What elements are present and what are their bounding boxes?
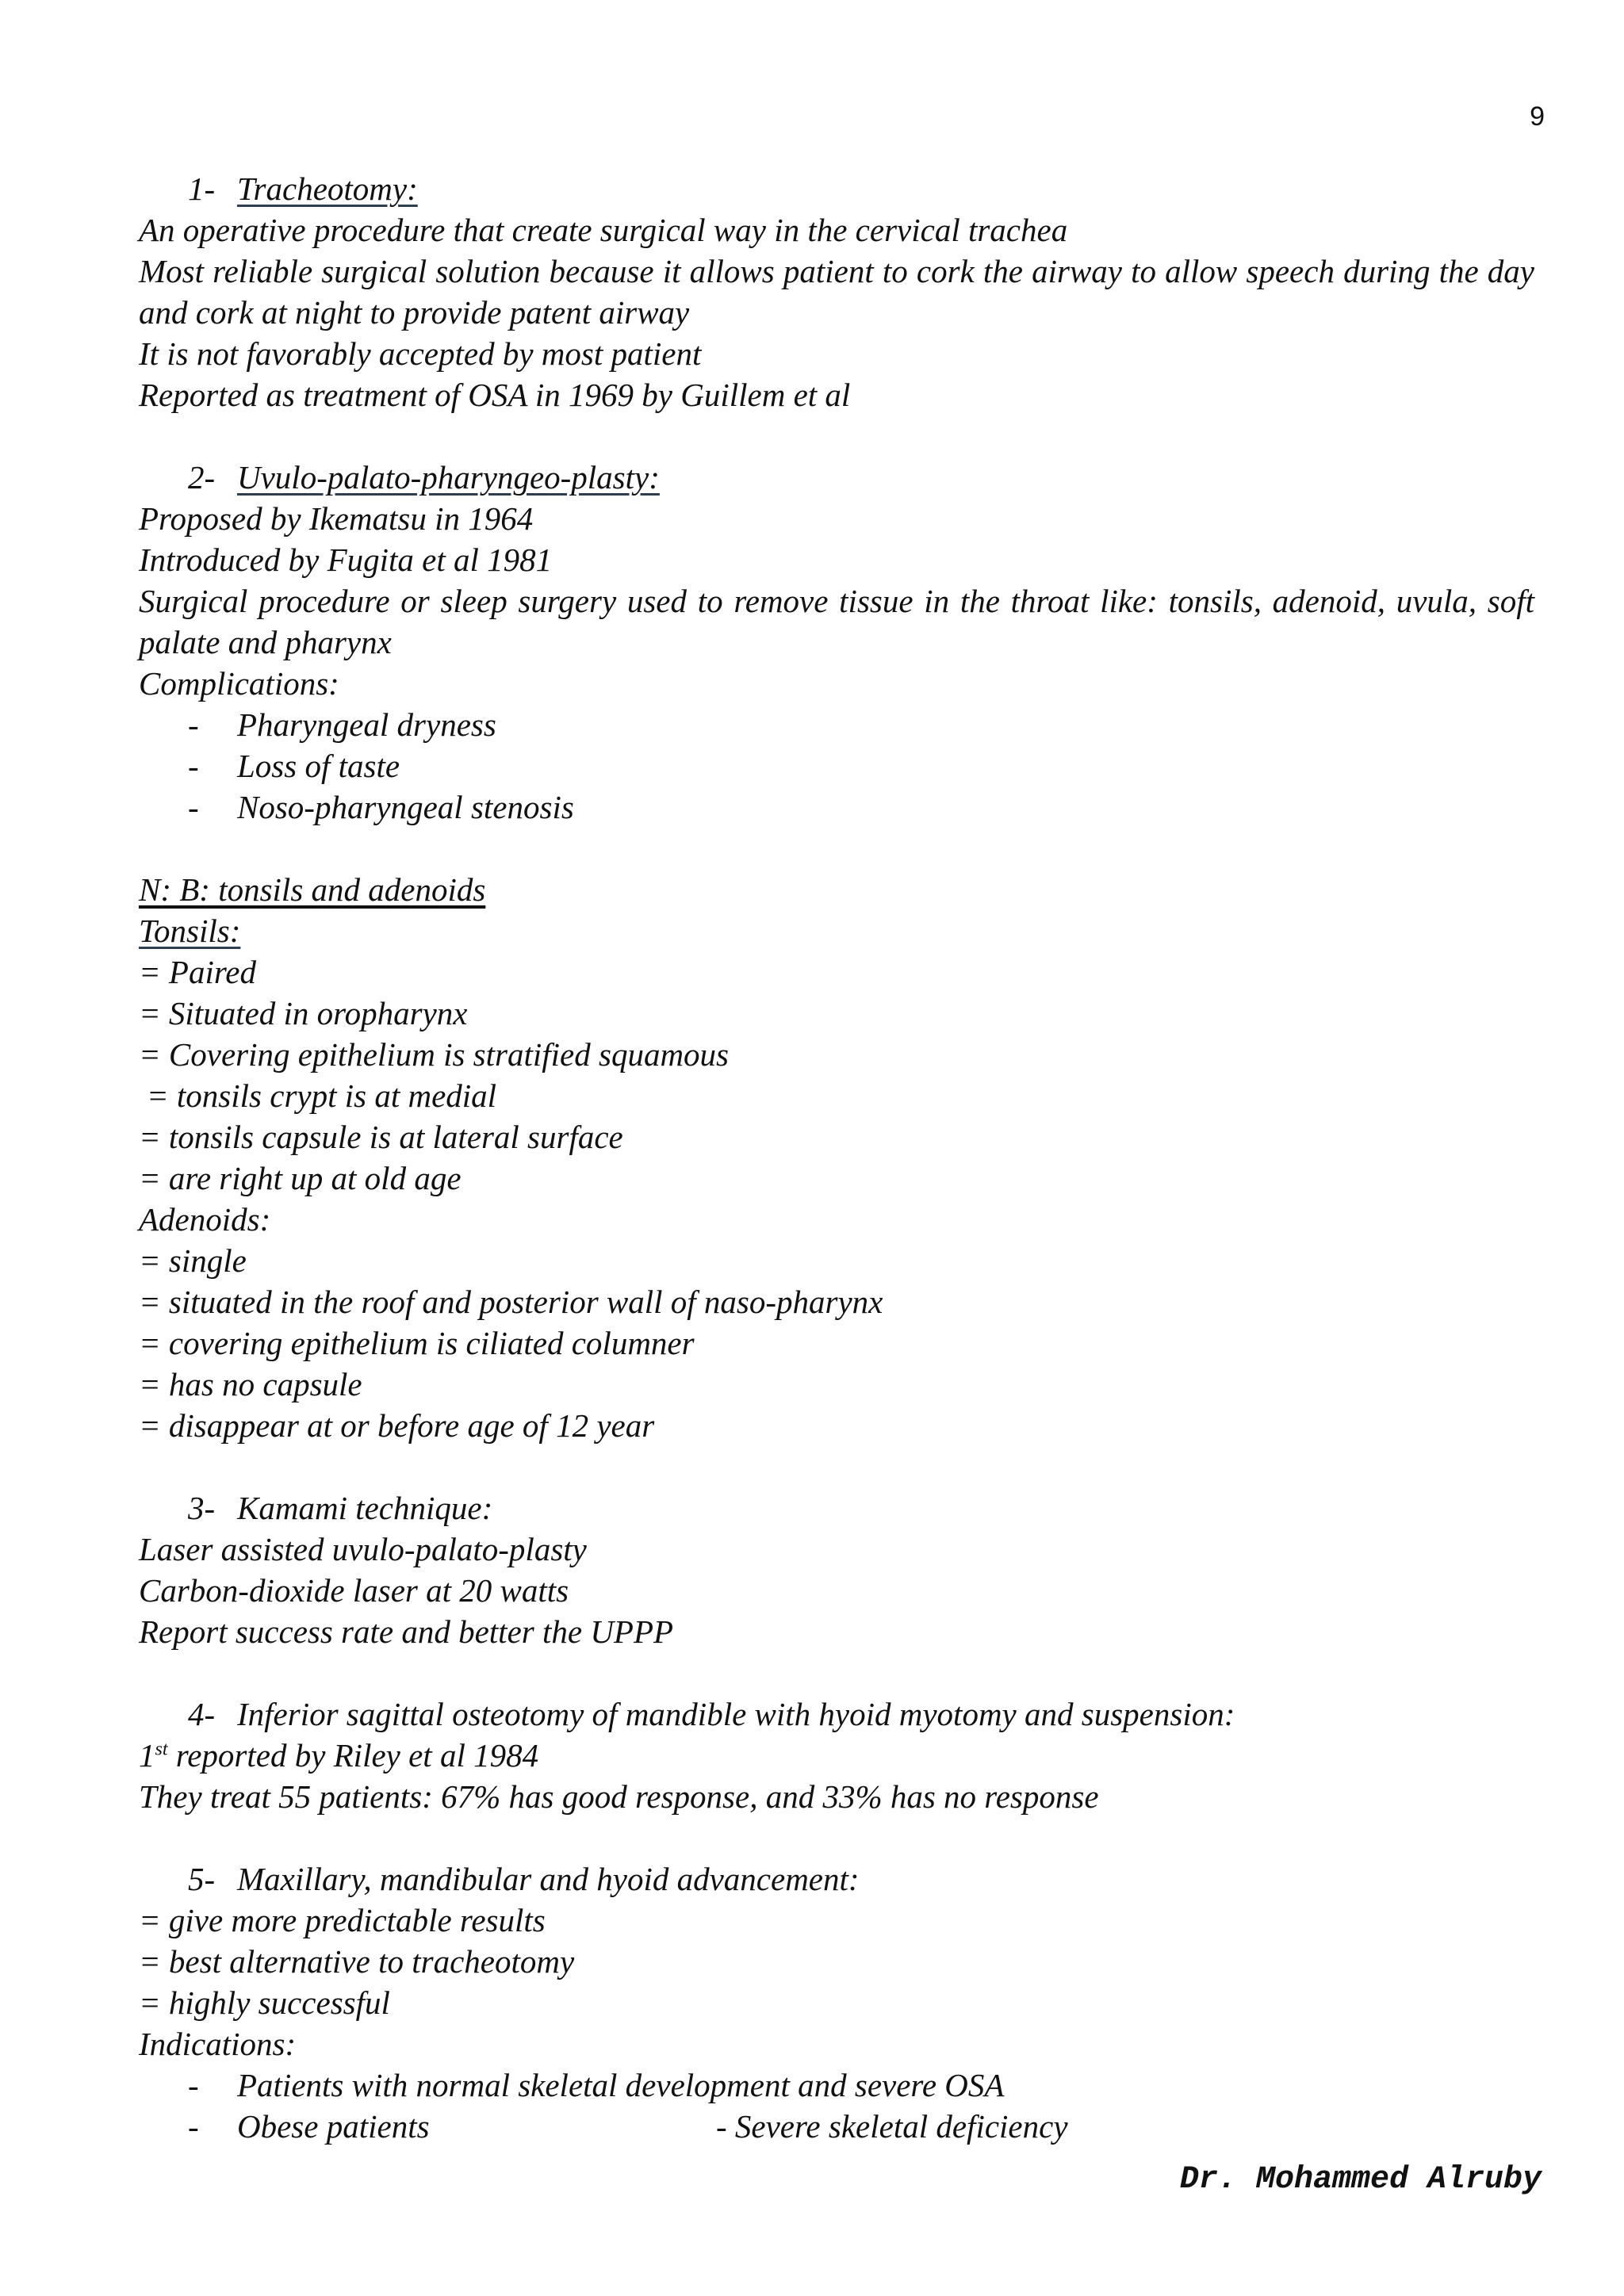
section-3-line: Carbon-dioxide laser at 20 watts <box>139 1572 569 1609</box>
section-3-line: Laser assisted uvulo-palato-plasty <box>139 1531 587 1567</box>
section-4-line <box>139 1735 1534 1776</box>
list-item <box>139 745 1534 786</box>
list-item-text: Noso-pharyngeal stenosis <box>237 789 574 825</box>
section-4-number: 4- <box>188 1696 216 1732</box>
list-item-text: Patients with normal skeletal development and severe OSA <box>237 2067 1005 2103</box>
section-2-title: Uvulo-palato-pharyngeo-plasty: <box>237 459 660 496</box>
tonsils-item: = Paired <box>139 954 256 990</box>
section-1-line: Reported as treatment of OSA in 1969 by Guillem et al <box>139 377 851 413</box>
section-2-line: Proposed by Ikematsu in 1964 <box>139 500 534 537</box>
section-1-heading <box>139 168 1534 209</box>
section-1-line: It is not favorably accepted by most patient <box>139 335 702 372</box>
bullet-dash: - <box>188 2067 199 2103</box>
list-item <box>139 786 1534 828</box>
adenoids-item: = disappear at or before age of 12 year <box>139 1407 655 1444</box>
indications-label: Indications: <box>139 2026 297 2062</box>
section-4-title: Inferior sagittal osteotomy of mandible with hyoid myotomy and suspension: <box>237 1696 1235 1732</box>
section-1-line: Most reliable surgical solution because it allows patient to cork the airway to allow speech during the day and cork at night to provide patent airway <box>139 253 1534 331</box>
section-5-heading <box>139 1858 1534 1900</box>
tonsils-item: = Covering epithelium is stratified squamous <box>139 1036 730 1073</box>
list-item-text: Obese patients <box>237 2108 430 2145</box>
ordinal-suffix: st <box>155 1739 168 1760</box>
tonsils-item: = tonsils capsule is at lateral surface <box>139 1119 623 1155</box>
list-item-text: Loss of taste <box>237 748 400 784</box>
list-item <box>139 704 1534 745</box>
section-2-heading <box>139 457 1534 498</box>
section-5-title: Maxillary, mandibular and hyoid advancement: <box>237 1861 860 1897</box>
bullet-dash: - <box>188 748 199 784</box>
section-5-line: = give more predictable results <box>139 1902 546 1938</box>
bullet-dash: - <box>188 2108 199 2145</box>
section-4-line: They treat 55 patients: 67% has good response, and 33% has no response <box>139 1778 1099 1815</box>
section-5-line: = highly successful <box>139 1984 390 2021</box>
section-5-number: 5- <box>188 1861 216 1897</box>
spacer <box>139 415 1534 457</box>
spacer <box>139 1652 1534 1693</box>
section-2-line: Surgical procedure or sleep surgery used to remove tissue in the throat like: tonsils, adenoid, uvula, soft palate and pharynx <box>139 583 1534 660</box>
section-3-heading <box>139 1487 1534 1529</box>
tonsils-item: = are right up at old age <box>139 1160 462 1196</box>
spacer <box>139 1817 1534 1858</box>
page-body <box>139 168 1534 2147</box>
ordinal-number: 1 <box>139 1737 155 1774</box>
section-1-number: 1- <box>188 170 216 207</box>
section-3-title: Kamami technique: <box>237 1490 493 1526</box>
spacer <box>139 1446 1534 1487</box>
tonsils-heading: Tonsils: <box>139 913 241 949</box>
adenoids-heading: Adenoids: <box>139 1201 271 1238</box>
adenoids-item: = situated in the roof and posterior wall of naso-pharynx <box>139 1284 883 1320</box>
bullet-dash: - <box>188 789 199 825</box>
section-1-line: An operative procedure that create surgical way in the cervical trachea <box>139 212 1068 248</box>
section-5-line: = best alternative to tracheotomy <box>139 1943 575 1980</box>
note-heading: N: B: tonsils and adenoids <box>139 871 486 908</box>
section-4-heading <box>139 1693 1534 1735</box>
list-item-text: Pharyngeal dryness <box>237 706 496 743</box>
adenoids-item: = single <box>139 1242 247 1279</box>
adenoids-item: = has no capsule <box>139 1366 362 1402</box>
section-2-number: 2- <box>188 459 216 496</box>
section-4-line-text: reported by Riley et al 1984 <box>167 1737 539 1774</box>
list-item <box>139 2064 1534 2106</box>
tonsils-item: = Situated in oropharynx <box>139 995 468 1031</box>
section-1-title: Tracheotomy: <box>237 170 418 207</box>
adenoids-item: = covering epithelium is ciliated columner <box>139 1325 695 1361</box>
list-item <box>139 2106 1534 2147</box>
page-number: 9 <box>1530 101 1545 132</box>
section-2-line: Introduced by Fugita et al 1981 <box>139 541 553 578</box>
complications-label: Complications: <box>139 665 339 702</box>
bullet-dash: - <box>188 706 199 743</box>
tonsils-item: = tonsils crypt is at medial <box>147 1077 497 1114</box>
section-3-number: 3- <box>188 1490 216 1526</box>
list-item-second-column: - Severe skeletal deficiency <box>716 2108 1068 2145</box>
spacer <box>139 828 1534 869</box>
author-signature: Dr. Mohammed Alruby <box>1179 2162 1542 2198</box>
section-3-line: Report success rate and better the UPPP <box>139 1613 674 1650</box>
